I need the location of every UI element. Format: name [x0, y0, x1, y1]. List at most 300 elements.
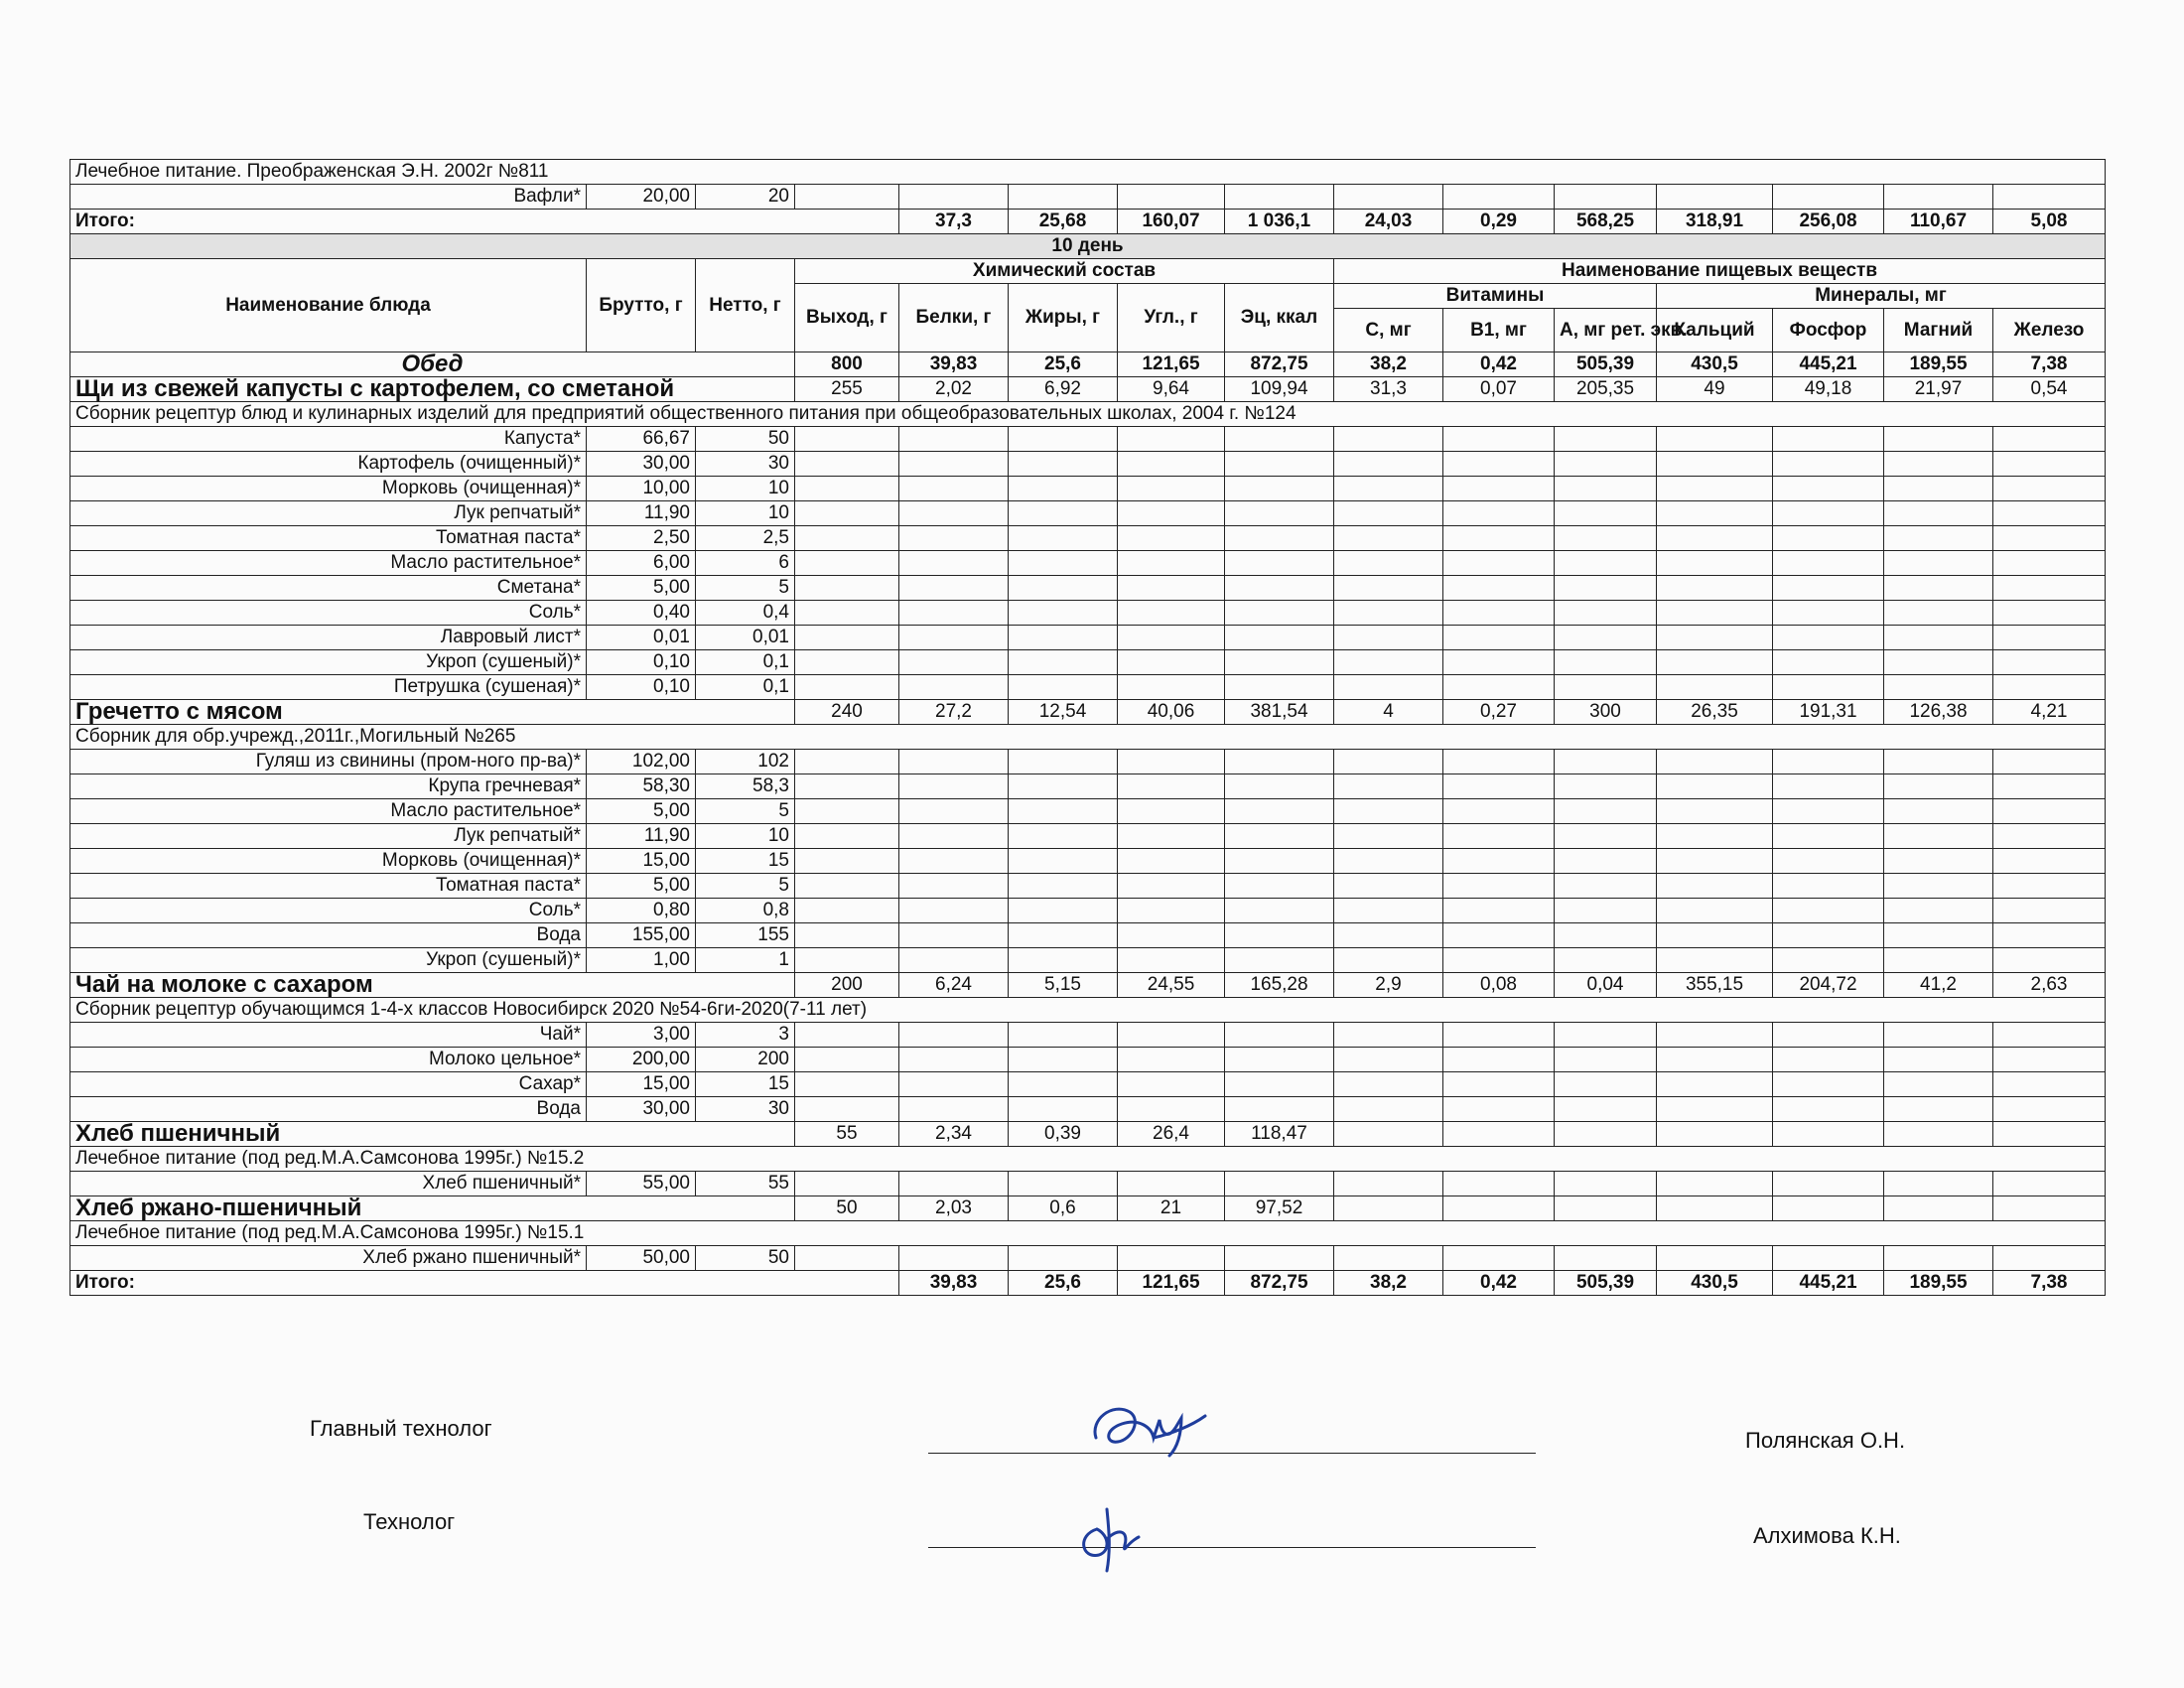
empty-cell: [1993, 1072, 2106, 1097]
ingredient-netto: 10: [696, 824, 795, 849]
ingredient-row: [70, 650, 2106, 675]
dish-value: 97,52: [1225, 1196, 1334, 1221]
empty-cell: [795, 452, 899, 477]
ingredient-row: [70, 452, 2106, 477]
empty-cell: [1993, 750, 2106, 774]
dish-source-row: [70, 402, 2106, 427]
ingredient-row: [70, 774, 2106, 799]
dish-value: 2,63: [1993, 973, 2106, 998]
empty-cell: [1118, 1097, 1225, 1122]
ingredient-row: [70, 874, 2106, 899]
ingredient-netto: 15: [696, 849, 795, 874]
empty-cell: [1334, 1072, 1443, 1097]
total-label: Итого:: [70, 1271, 899, 1296]
dish-value: 200: [795, 973, 899, 998]
total-value: 25,68: [1009, 210, 1118, 234]
header-col: Белки, г: [899, 284, 1009, 352]
empty-cell: [899, 774, 1009, 799]
ingredient-row: [70, 1246, 2106, 1271]
empty-cell: [1225, 501, 1334, 526]
dish-source-row: [70, 725, 2106, 750]
dish-name: Гречетто с мясом: [70, 700, 795, 725]
empty-cell: [899, 526, 1009, 551]
ingredient-brutto: 10,00: [587, 477, 696, 501]
signature-line: [928, 1547, 1536, 1548]
dish-value: [1334, 1122, 1443, 1147]
empty-cell: [1993, 452, 2106, 477]
empty-cell: [1443, 551, 1555, 576]
ingredient-brutto: 50,00: [587, 1246, 696, 1271]
empty-cell: [1993, 1246, 2106, 1271]
empty-cell: [1773, 601, 1884, 626]
empty-cell: [795, 650, 899, 675]
empty-cell: [1657, 750, 1773, 774]
header-col: Фосфор: [1773, 309, 1884, 352]
empty-cell: [1884, 948, 1993, 973]
empty-cell: [1773, 1097, 1884, 1122]
ingredient-netto: 10: [696, 501, 795, 526]
total-value: 430,5: [1657, 1271, 1773, 1296]
empty-cell: [1773, 477, 1884, 501]
empty-cell: [1555, 1048, 1657, 1072]
empty-cell: [795, 774, 899, 799]
empty-cell: [1118, 626, 1225, 650]
ingredient-brutto: 30,00: [587, 452, 696, 477]
empty-cell: [1443, 1097, 1555, 1122]
empty-cell: [1118, 948, 1225, 973]
header-minerals: Минералы, мг: [1657, 284, 2106, 309]
empty-cell: [1009, 1048, 1118, 1072]
empty-cell: [1884, 1072, 1993, 1097]
empty-cell: [1884, 824, 1993, 849]
empty-cell: [1555, 1023, 1657, 1048]
ingredient-brutto: 1,00: [587, 948, 696, 973]
empty-cell: [1555, 1246, 1657, 1271]
empty-cell: [1443, 576, 1555, 601]
dish-value: 4: [1334, 700, 1443, 725]
empty-cell: [1555, 948, 1657, 973]
ingredient-row: [70, 477, 2106, 501]
ingredient-name: Хлеб пшеничный*: [70, 1172, 587, 1196]
empty-cell: [795, 824, 899, 849]
header-col: В1, мг: [1443, 309, 1555, 352]
empty-cell: [1884, 650, 1993, 675]
dish-source-row: [70, 998, 2106, 1023]
empty-cell: [1884, 501, 1993, 526]
dish-value: 109,94: [1225, 377, 1334, 402]
empty-cell: [899, 750, 1009, 774]
empty-cell: [1773, 576, 1884, 601]
meal-value: 445,21: [1773, 352, 1884, 377]
empty-cell: [1555, 799, 1657, 824]
empty-cell: [1009, 551, 1118, 576]
empty-cell: [1009, 1172, 1118, 1196]
dish-value: 126,38: [1884, 700, 1993, 725]
empty-cell: [1993, 477, 2106, 501]
ingredient-netto: 2,5: [696, 526, 795, 551]
empty-cell: [1334, 1097, 1443, 1122]
header-chem: Химический состав: [795, 259, 1334, 284]
dish-name: Хлеб ржано-пшеничный: [70, 1196, 795, 1221]
menu-sheet: [69, 159, 2095, 1296]
dish-source: Сборник рецептур обучающимся 1-4-х классов Новосибирск 2020 №54-6ги-2020(7-11 лет): [70, 998, 2106, 1023]
empty-cell: [1334, 874, 1443, 899]
empty-cell: [1773, 626, 1884, 650]
empty-cell: [1443, 1023, 1555, 1048]
empty-cell: [1443, 1172, 1555, 1196]
dish-value: 6,24: [899, 973, 1009, 998]
empty-cell: [1773, 923, 1884, 948]
total-value: 256,08: [1773, 210, 1884, 234]
empty-cell: [1555, 874, 1657, 899]
empty-cell: [1884, 477, 1993, 501]
empty-cell: [1443, 948, 1555, 973]
empty-cell: [1555, 1097, 1657, 1122]
empty-cell: [1225, 799, 1334, 824]
dish-name: Чай на молоке с сахаром: [70, 973, 795, 998]
meal-value: 121,65: [1118, 352, 1225, 377]
ingredient-brutto: 6,00: [587, 551, 696, 576]
empty-cell: [795, 1023, 899, 1048]
empty-cell: [1773, 427, 1884, 452]
empty-cell: [899, 899, 1009, 923]
ingredient-name: Капуста*: [70, 427, 587, 452]
empty-cell: [1555, 526, 1657, 551]
empty-cell: [1009, 849, 1118, 874]
dish-value: 5,15: [1009, 973, 1118, 998]
ingredient-brutto: 155,00: [587, 923, 696, 948]
dish-value: 41,2: [1884, 973, 1993, 998]
ingredient-row: [70, 1172, 2106, 1196]
signature-person: Полянская О.Н.: [1745, 1428, 1906, 1453]
empty-cell: [1443, 601, 1555, 626]
ingredient-brutto: 0,40: [587, 601, 696, 626]
ingredient-row: [70, 948, 2106, 973]
signature-role: Главный технолог: [310, 1416, 492, 1441]
empty-cell: [795, 750, 899, 774]
dish-row: [70, 973, 2106, 998]
dish-value: 49: [1657, 377, 1773, 402]
ingredient-name: Соль*: [70, 601, 587, 626]
dish-value: [1773, 1196, 1884, 1221]
ingredient-brutto: 55,00: [587, 1172, 696, 1196]
dish-value: 21: [1118, 1196, 1225, 1221]
empty-cell: [899, 799, 1009, 824]
total-label: Итого:: [70, 210, 899, 234]
ingredient-name: Морковь (очищенная)*: [70, 849, 587, 874]
ingredient-netto: 5: [696, 576, 795, 601]
header-name: Наименование блюда: [70, 259, 587, 352]
empty-cell: [1555, 1172, 1657, 1196]
empty-cell: [1773, 501, 1884, 526]
ingredient-name: Хлеб ржано пшеничный*: [70, 1246, 587, 1271]
empty-cell: [899, 1097, 1009, 1122]
empty-cell: [1009, 750, 1118, 774]
header-col: Угл., г: [1118, 284, 1225, 352]
empty-cell: [1993, 874, 2106, 899]
empty-cell: [1009, 1072, 1118, 1097]
empty-cell: [1657, 551, 1773, 576]
ingredient-name: Крупа гречневая*: [70, 774, 587, 799]
dish-value: [1555, 1122, 1657, 1147]
empty-cell: [1443, 1072, 1555, 1097]
empty-cell: [1884, 923, 1993, 948]
dish-value: 27,2: [899, 700, 1009, 725]
empty-cell: [1334, 601, 1443, 626]
empty-cell: [1657, 1172, 1773, 1196]
empty-cell: [1443, 477, 1555, 501]
total-value: 110,67: [1884, 210, 1993, 234]
empty-cell: [1555, 551, 1657, 576]
empty-cell: [1225, 1048, 1334, 1072]
empty-cell: [1993, 650, 2106, 675]
ingredient-name: Томатная паста*: [70, 526, 587, 551]
ingredient-name: Сахар*: [70, 1072, 587, 1097]
ingredient-netto: 155: [696, 923, 795, 948]
empty-cell: [1118, 874, 1225, 899]
meal-value: 7,38: [1993, 352, 2106, 377]
dish-name: Щи из свежей капусты с картофелем, со сметаной: [70, 377, 795, 402]
empty-cell: [1555, 824, 1657, 849]
ingredient-netto: 10: [696, 477, 795, 501]
dish-value: 0,54: [1993, 377, 2106, 402]
empty-cell: [1555, 650, 1657, 675]
source-text: Лечебное питание. Преображенская Э.Н. 2002г №811: [70, 160, 2106, 185]
dish-value: [1884, 1196, 1993, 1221]
empty-cell: [1009, 675, 1118, 700]
empty-cell: [795, 551, 899, 576]
empty-cell: [1993, 849, 2106, 874]
empty-cell: [1443, 774, 1555, 799]
header-row-1: [70, 259, 2106, 284]
dish-value: [1773, 1122, 1884, 1147]
empty-cell: [1334, 849, 1443, 874]
dish-value: 2,34: [899, 1122, 1009, 1147]
empty-cell: [1118, 477, 1225, 501]
dish-value: 2,03: [899, 1196, 1009, 1221]
empty-cell: [1334, 427, 1443, 452]
empty-cell: [1009, 824, 1118, 849]
empty-cell: [1334, 576, 1443, 601]
ingredient-netto: 55: [696, 1172, 795, 1196]
meal-value: 430,5: [1657, 352, 1773, 377]
empty-cell: [1225, 948, 1334, 973]
empty-cell: [1334, 774, 1443, 799]
empty-cell: [1884, 427, 1993, 452]
empty-cell: [1884, 1048, 1993, 1072]
empty-cell: [1773, 799, 1884, 824]
empty-cell: [1334, 1023, 1443, 1048]
ingredient-brutto: 5,00: [587, 874, 696, 899]
menu-table: [69, 159, 2106, 1296]
header-col: Выход, г: [795, 284, 899, 352]
total-value: 24,03: [1334, 210, 1443, 234]
ingredient-netto: 5: [696, 874, 795, 899]
dish-value: 9,64: [1118, 377, 1225, 402]
empty-cell: [1555, 477, 1657, 501]
dish-value: 205,35: [1555, 377, 1657, 402]
ingredient-row: [70, 799, 2106, 824]
empty-cell: [1009, 501, 1118, 526]
empty-cell: [1884, 799, 1993, 824]
header-col: С, мг: [1334, 309, 1443, 352]
meal-name: Обед: [70, 352, 795, 377]
ingredient-netto: 30: [696, 452, 795, 477]
empty-cell: [1009, 576, 1118, 601]
empty-cell: [1334, 899, 1443, 923]
empty-cell: [1657, 1023, 1773, 1048]
empty-cell: [1773, 1072, 1884, 1097]
empty-cell: [1884, 899, 1993, 923]
empty-cell: [795, 899, 899, 923]
empty-cell: [1225, 750, 1334, 774]
header-col: Магний: [1884, 309, 1993, 352]
ingredient-row: [70, 849, 2106, 874]
empty-cell: [795, 799, 899, 824]
empty-cell: [1657, 477, 1773, 501]
empty-cell: [795, 526, 899, 551]
empty-cell: [1993, 675, 2106, 700]
header-col: А, мг рет. экв.: [1555, 309, 1657, 352]
empty-cell: [1884, 576, 1993, 601]
total-value: 189,55: [1884, 1271, 1993, 1296]
empty-cell: [1334, 948, 1443, 973]
dish-value: 49,18: [1773, 377, 1884, 402]
ingredient-netto: 0,1: [696, 650, 795, 675]
ingredient-name: Сметана*: [70, 576, 587, 601]
empty-cell: [795, 675, 899, 700]
meal-value: 189,55: [1884, 352, 1993, 377]
dish-value: 0,27: [1443, 700, 1555, 725]
dish-value: 0,07: [1443, 377, 1555, 402]
ingredient-name: Вафли*: [70, 185, 587, 210]
empty-cell: [899, 501, 1009, 526]
header-brutto: Брутто, г: [587, 259, 696, 352]
empty-cell: [899, 601, 1009, 626]
empty-cell: [1993, 501, 2106, 526]
ingredient-brutto: 15,00: [587, 1072, 696, 1097]
dish-value: 355,15: [1657, 973, 1773, 998]
empty-cell: [1884, 849, 1993, 874]
empty-cell: [1993, 799, 2106, 824]
ingredient-row: [70, 1023, 2106, 1048]
empty-cell: [795, 576, 899, 601]
empty-cell: [795, 601, 899, 626]
empty-cell: [1225, 923, 1334, 948]
signature-person: Алхимова К.Н.: [1753, 1523, 1901, 1548]
empty-cell: [1225, 1172, 1334, 1196]
dish-value: 0,08: [1443, 973, 1555, 998]
ingredient-name: Масло растительное*: [70, 551, 587, 576]
ingredient-name: Укроп (сушеный)*: [70, 650, 587, 675]
empty-cell: [1334, 501, 1443, 526]
total-value: 0,29: [1443, 210, 1555, 234]
empty-cell: [1555, 1072, 1657, 1097]
ingredient-brutto: 11,90: [587, 824, 696, 849]
empty-cell: [1118, 1023, 1225, 1048]
empty-cell: [1657, 874, 1773, 899]
empty-cell: [1118, 799, 1225, 824]
empty-cell: [1657, 1246, 1773, 1271]
dish-value: [1443, 1122, 1555, 1147]
empty-cell: [795, 1172, 899, 1196]
ingredient-row: [70, 923, 2106, 948]
total-value: 37,3: [899, 210, 1009, 234]
dish-row: [70, 1122, 2106, 1147]
ingredient-netto: 0,1: [696, 675, 795, 700]
empty-cell: [1225, 899, 1334, 923]
empty-cell: [1993, 1048, 2106, 1072]
empty-cell: [1773, 750, 1884, 774]
ingredient-netto: 200: [696, 1048, 795, 1072]
empty-cell: [899, 1023, 1009, 1048]
empty-cell: [1118, 576, 1225, 601]
empty-cell: [1118, 650, 1225, 675]
empty-cell: [1773, 1048, 1884, 1072]
empty-cell: [899, 427, 1009, 452]
menu-table-body: [70, 160, 2106, 1296]
empty-cell: [1657, 1097, 1773, 1122]
empty-cell: [1118, 452, 1225, 477]
empty-cell: [795, 626, 899, 650]
ingredient-netto: 30: [696, 1097, 795, 1122]
empty-cell: [899, 1246, 1009, 1271]
dish-value: [1993, 1122, 2106, 1147]
meal-value: 25,6: [1009, 352, 1118, 377]
empty-cell: [1118, 1072, 1225, 1097]
ingredient-brutto: 30,00: [587, 1097, 696, 1122]
empty-cell: [1657, 675, 1773, 700]
total-value: 0,42: [1443, 1271, 1555, 1296]
empty-cell: [899, 675, 1009, 700]
empty-cell: [1009, 452, 1118, 477]
empty-cell: [1773, 526, 1884, 551]
empty-cell: [1555, 923, 1657, 948]
empty-cell: [1225, 1072, 1334, 1097]
empty-cell: [1773, 650, 1884, 675]
dish-value: 26,35: [1657, 700, 1773, 725]
empty-cell: [1443, 427, 1555, 452]
dish-value: 0,39: [1009, 1122, 1118, 1147]
empty-cell: [899, 576, 1009, 601]
ingredient-name: Томатная паста*: [70, 874, 587, 899]
empty-cell: [1657, 923, 1773, 948]
empty-cell: [1555, 750, 1657, 774]
empty-cell: [1009, 1097, 1118, 1122]
dish-source: Лечебное питание (под ред.М.А.Самсонова 1995г.) №15.2: [70, 1147, 2106, 1172]
empty-cell: [899, 849, 1009, 874]
empty-cell: [1443, 626, 1555, 650]
dish-value: 240: [795, 700, 899, 725]
ingredient-netto: 50: [696, 1246, 795, 1271]
empty-cell: [1555, 452, 1657, 477]
dish-row: [70, 377, 2106, 402]
empty-cell: [899, 477, 1009, 501]
empty-cell: [1118, 1246, 1225, 1271]
empty-cell: [1334, 923, 1443, 948]
ingredient-name: Лук репчатый*: [70, 501, 587, 526]
header-nutrients: Наименование пищевых веществ: [1334, 259, 2106, 284]
dish-row: [70, 1196, 2106, 1221]
empty-cell: [1993, 601, 2106, 626]
empty-cell: [795, 477, 899, 501]
empty-cell: [1334, 526, 1443, 551]
empty-cell: [1993, 948, 2106, 973]
empty-cell: [1773, 948, 1884, 973]
ingredient-brutto: 11,90: [587, 501, 696, 526]
empty-cell: [1118, 501, 1225, 526]
ingredient-name: Молоко цельное*: [70, 1048, 587, 1072]
